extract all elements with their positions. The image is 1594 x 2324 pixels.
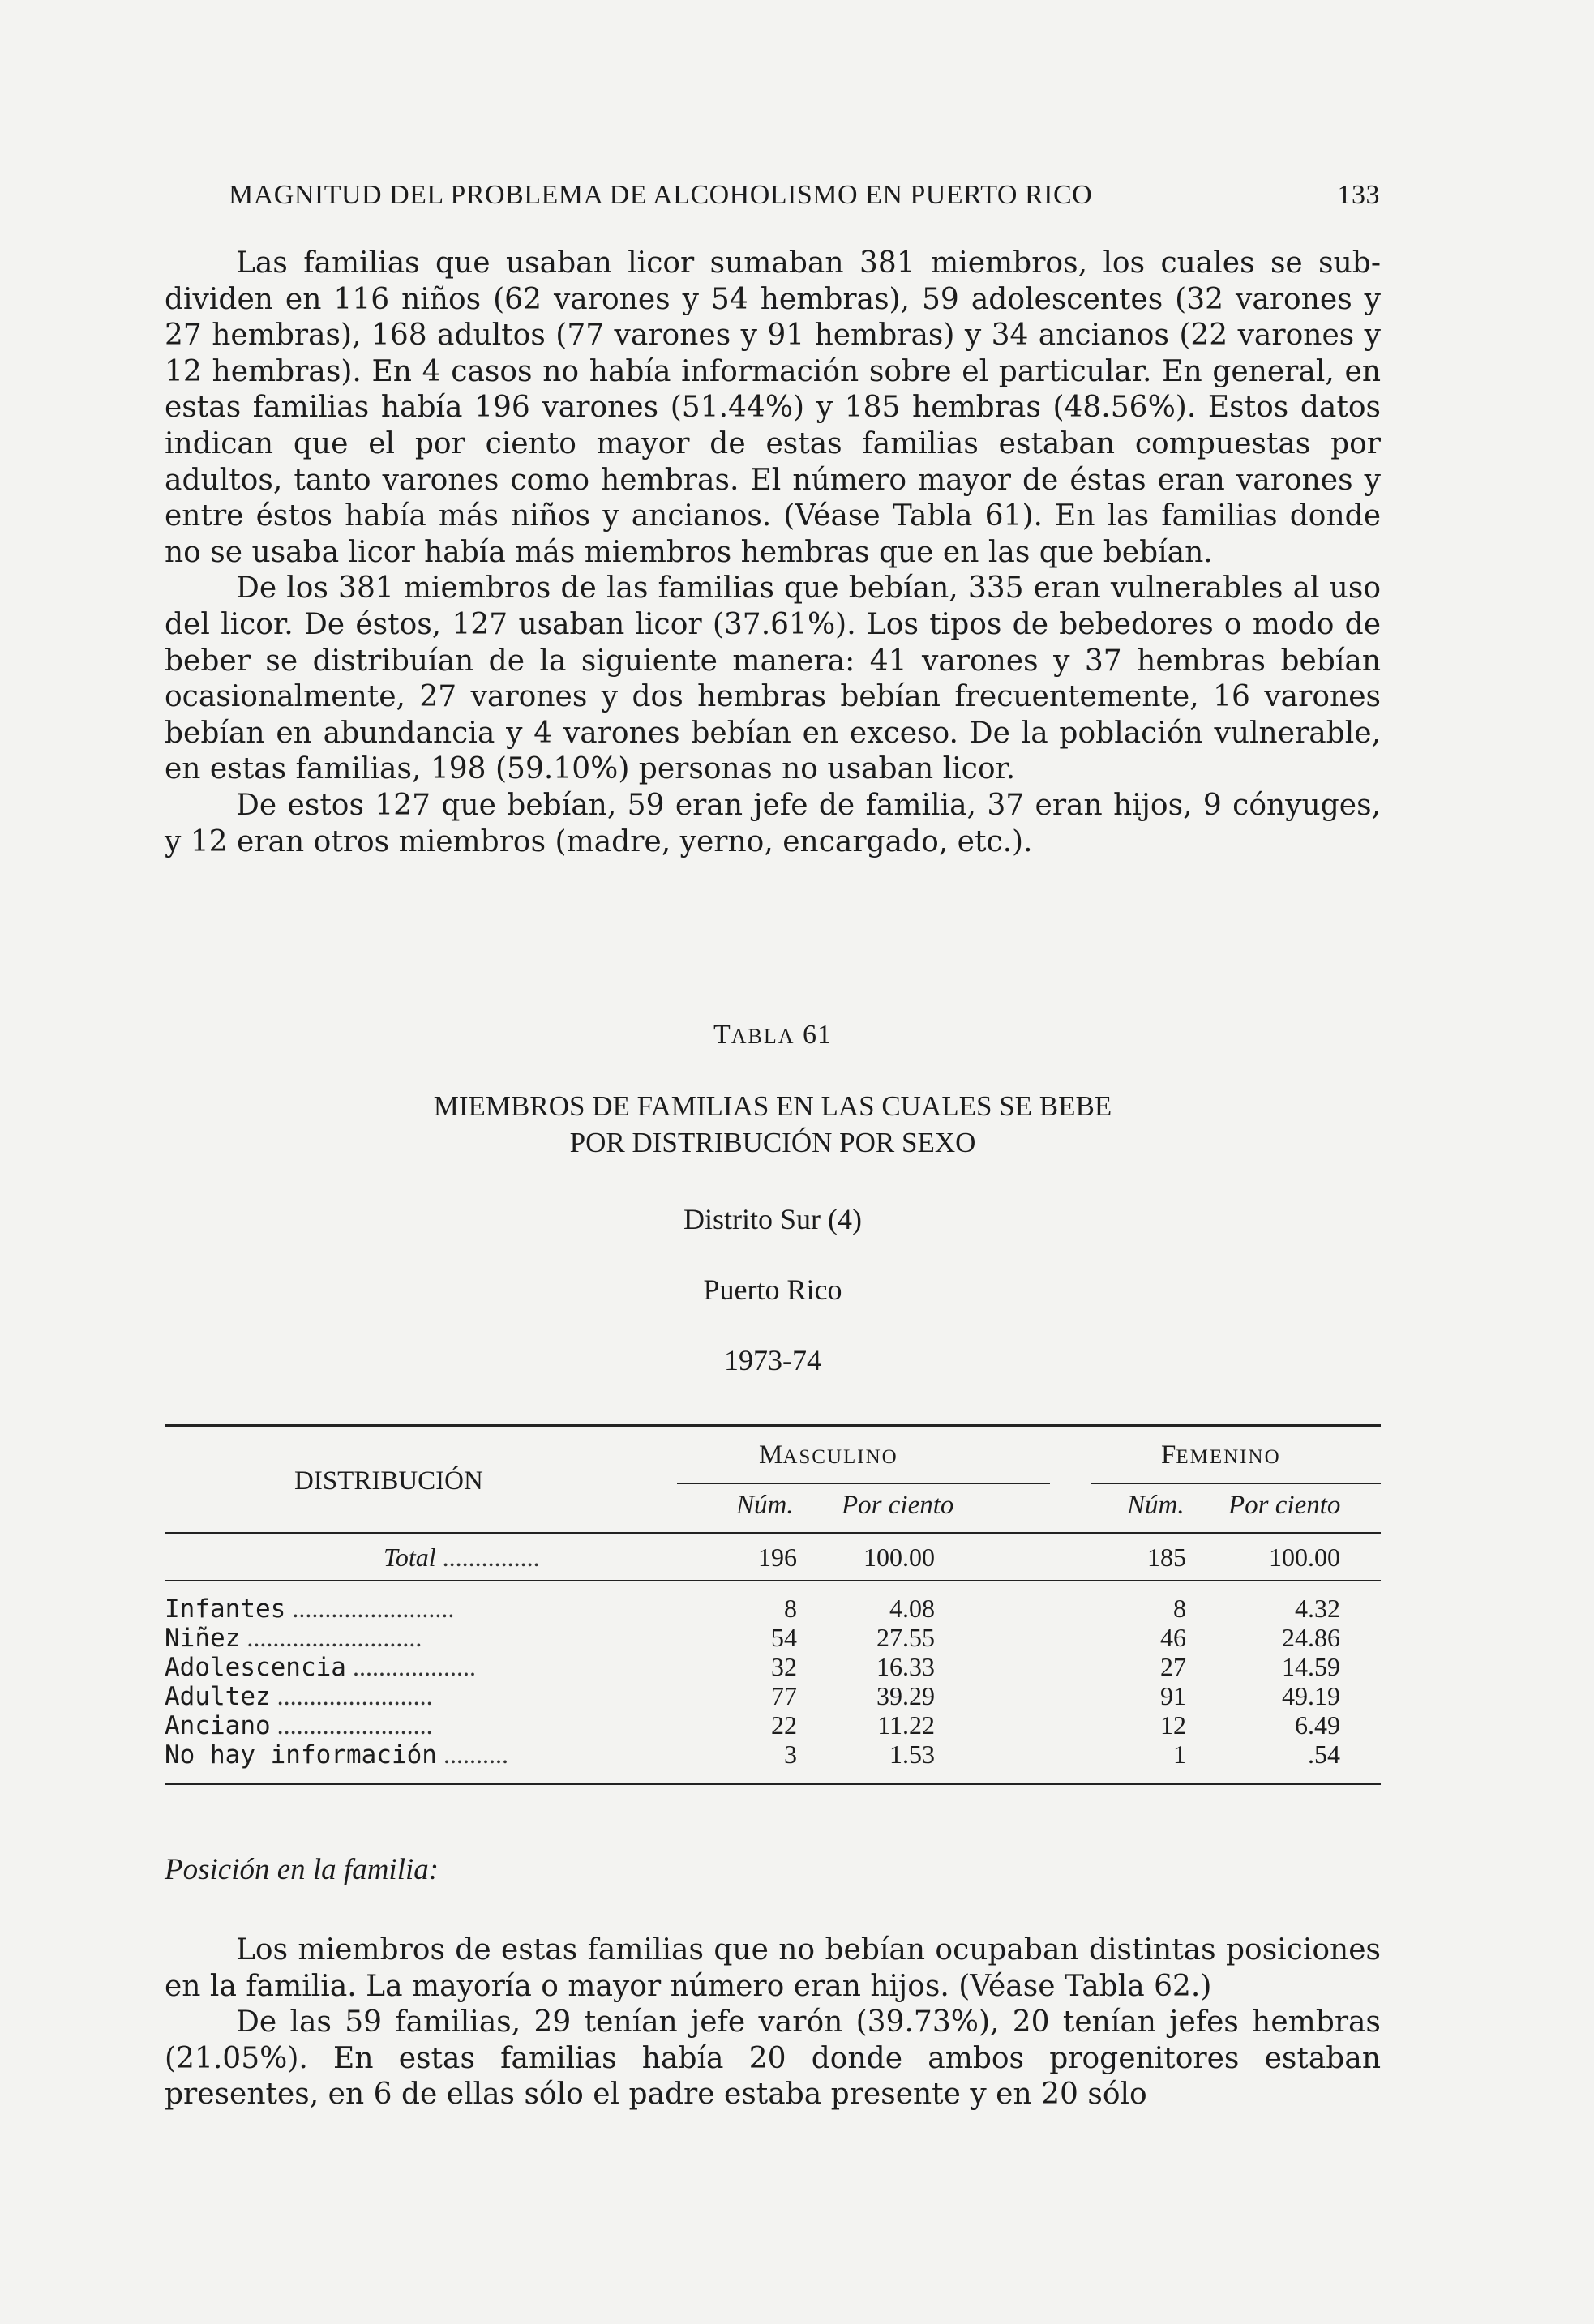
table-row-label: Adultez ........................ [165,1681,433,1711]
table-top-rule [165,1424,1381,1427]
femenino-rule [1091,1483,1381,1484]
table-title-line1: MIEMBROS DE FAMILIAS EN LAS CUALES SE BEBE [433,1090,1112,1122]
total-f-pct: 100.00 [1269,1543,1340,1572]
row-m-pct: 16.33 [876,1652,935,1681]
row-m-pct: 1.53 [889,1740,935,1769]
masculino-rule [677,1483,1050,1484]
row-f-num: 46 [1160,1623,1186,1652]
row-f-num: 27 [1160,1652,1186,1681]
table-subtitle-district: Distrito Sur (4) [683,1203,862,1235]
page-number: 133 [1337,180,1380,210]
table-row-label: Adolescencia ................... [165,1652,476,1682]
row-m-pct: 11.22 [877,1710,935,1740]
section-heading: Posición en la familia: [165,1853,439,1886]
header-bottom-rule [165,1532,1381,1534]
paragraph: De estos 127 que bebían, 59 eran jefe de familia, 37 eran hijos, 9 cónyuges, y 12 eran otros miembros (madre, yerno, encargado, etc.). [165,788,1381,858]
total-m-num: 196 [758,1543,797,1572]
table-row-label: No hay información .......... [165,1740,508,1770]
row-m-num: 77 [771,1681,797,1710]
table-row-label: Infantes ......................... [165,1594,455,1624]
table-title-line2: POR DISTRIBUCIÓN POR SEXO [569,1127,976,1158]
total-f-num: 185 [1147,1543,1186,1572]
row-f-num: 91 [1160,1681,1186,1710]
subheader-pct-f: Por ciento [1228,1491,1341,1520]
table-bottom-rule [165,1783,1381,1785]
row-f-pct: 49.19 [1282,1681,1340,1710]
table-subtitle-years: 1973-74 [724,1344,821,1376]
subheader-num-m: Núm. [736,1491,794,1520]
row-m-num: 8 [784,1594,797,1623]
total-bottom-rule [165,1580,1381,1581]
table-row-label: Anciano ........................ [165,1710,433,1740]
row-m-pct: 39.29 [876,1681,935,1710]
row-f-num: 8 [1173,1594,1186,1623]
table-label: TABLA 61 [713,1020,833,1050]
total-row-label: Total ............... [384,1543,540,1572]
paragraph: De las 59 familias, 29 tenían jefe varón (39.73%), 20 tenían jefes hembras (21.05%). En estas familias había 20 donde ambos progenitores estaban presentes, en 6 de ellas sólo el padre estaba presente y en 20 sólo [165,2005,1381,2112]
table-subtitle-place: Puerto Rico [703,1273,842,1306]
subheader-pct-m: Por ciento [842,1491,954,1520]
running-header [229,180,1380,211]
body-text-top [165,246,1381,860]
row-m-num: 3 [784,1740,797,1769]
row-m-num: 32 [771,1652,797,1681]
body-text-bottom [165,1932,1381,2113]
total-m-pct: 100.00 [863,1543,935,1572]
row-f-pct: 24.86 [1282,1623,1340,1652]
row-m-pct: 4.08 [889,1594,935,1623]
subheader-num-f: Núm. [1127,1491,1185,1520]
row-m-num: 22 [771,1710,797,1740]
row-m-pct: 27.55 [876,1623,935,1652]
paragraph: Los miembros de estas familias que no bebían ocupaban distintas posiciones en la familia. La mayoría o mayor número eran hijos. (Véase Tabla 62.) [165,1933,1381,2003]
row-f-pct: 4.32 [1295,1594,1340,1623]
row-f-num: 12 [1160,1710,1186,1740]
row-m-num: 54 [771,1623,797,1652]
paragraph: De los 381 miembros de las familias que bebían, 335 eran vulnerables al uso del licor. De éstos, 127 usaban licor (37.61%). Los tipos de bebedores o modo de beber se distribuían de la siguiente manera: 41 varones y 37 hembras bebían ocasionalmente, 27 varones y dos hembras bebían frecuentemente, 16 varones bebían en abundancia y 4 varones bebían en exceso. De la población vulnerable, en estas familias, 198 (59.10%) personas no usaban licor. [165,571,1381,786]
row-f-pct: .54 [1308,1740,1340,1769]
column-header-masculino: MASCULINO [759,1440,898,1470]
row-f-pct: 6.49 [1295,1710,1340,1740]
column-header-femenino: FEMENINO [1161,1440,1281,1470]
table-row-label: Niñez ........................... [165,1623,422,1653]
row-f-pct: 14.59 [1282,1652,1340,1681]
column-header-distribution: DISTRIBUCIÓN [294,1466,483,1496]
row-f-num: 1 [1173,1740,1186,1769]
running-title: MAGNITUD DEL PROBLEMA DE ALCOHOLISMO EN PUERTO RICO [229,180,1093,210]
paragraph: Las familias que usaban licor sumaban 381 miembros, los cuales se sub-dividen en 116 niños (62 varones y 54 hembras), 59 adolescentes (32 varones y 27 hembras), 168 adultos (77 varones y 91 hembras) y 34 ancianos (22 varones y 12 hembras). En 4 casos no había información sobre el particular. En general, en estas familias había 196 varones (51.44%) y 185 hembras (48.56%). Estos datos indican que el por ciento mayor de estas familias estaban compuestas por adultos, tanto varones como hembras. El número mayor de éstas eran varones y entre éstos había más niños y ancianos. (Véase Tabla 61). En las familias donde no se usaba licor había más miembros hembras que en las que bebían. [165,246,1381,569]
